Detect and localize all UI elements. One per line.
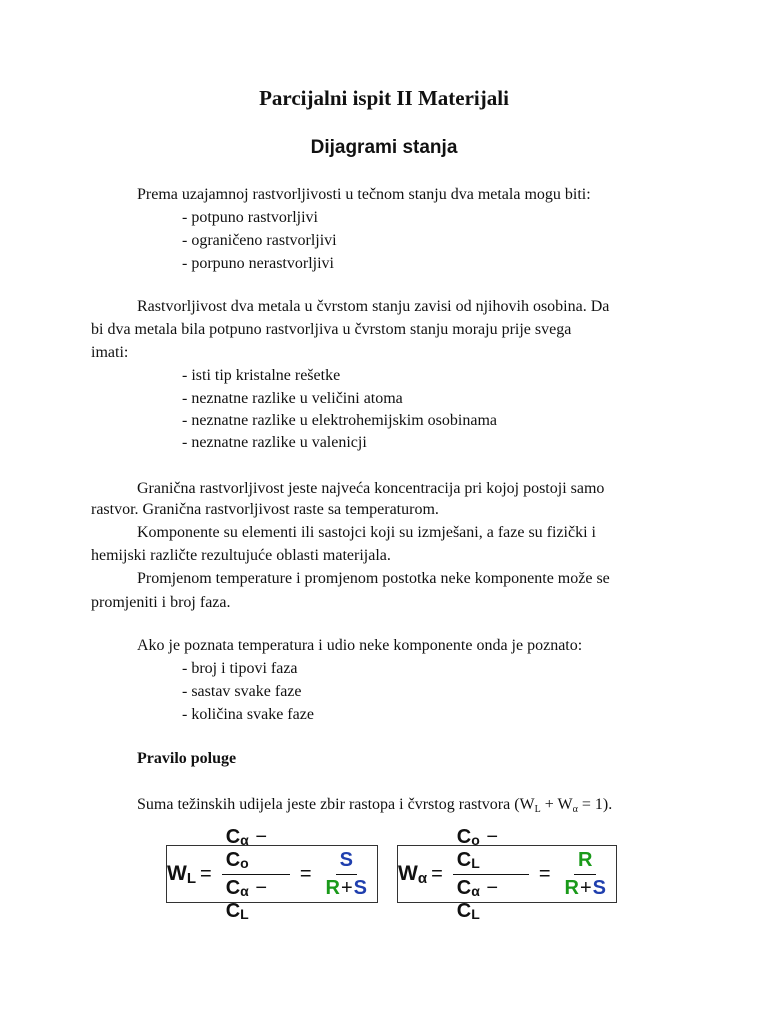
equals-sign: = — [538, 862, 551, 885]
list-item: - sastav svake faze — [182, 683, 302, 700]
paragraph-line: Komponente su elementi ili sastojci koji su izmješani, a faze su fizički i — [137, 524, 596, 541]
page-subtitle: Dijagrami stanja — [310, 137, 458, 158]
subscript-l: L — [534, 804, 541, 815]
paragraph-line: promjeniti i broj faza. — [91, 594, 231, 611]
denominator: $C_\alpha - C_L$ — [456, 876, 499, 922]
denominator: $C_\alpha - C_L$ — [225, 876, 267, 922]
equals-sign: = — [200, 862, 212, 885]
numerator: R — [574, 849, 596, 875]
sentence-start: Suma težinskih udijela jeste zbir rastopa i čvrstog rastvora (W — [137, 796, 535, 813]
formula-box-walpha — [397, 825, 617, 922]
paragraph-line: Granična rastvorljivost jeste najveća koncentracija pri kojoj postoji samo — [137, 480, 605, 497]
list-item: - potpuno rastvorljivi — [182, 209, 318, 226]
list-item: - isti tip kristalne rešetke — [182, 367, 341, 384]
formula-lhs: $W_L$ — [167, 861, 196, 887]
list-item: - neznatne razlike u elektrohemijskim osobinama — [182, 412, 497, 429]
list-item: - količina svake faze — [182, 706, 314, 723]
list-item: - neznatne razlike u valenicji — [182, 434, 367, 451]
paragraph-solubility-liquid: Prema uzajamnoj rastvorljivosti u tečnom stanju dva metala mogu biti: — [137, 186, 591, 203]
numerator: $C_o - C_L$ — [453, 826, 529, 875]
list-item: - broj i tipovi faza — [182, 660, 298, 677]
paragraph-line: Rastvorljivost dva metala u čvrstom stanju zavisi od njihovih osobina. Da — [137, 298, 610, 315]
fraction-concentration — [453, 826, 529, 923]
fraction-concentration — [222, 826, 290, 923]
formula-box-wl — [166, 825, 378, 922]
subscript-alpha: α — [572, 804, 578, 815]
numerator: $C_\alpha - C_o$ — [222, 826, 290, 875]
fraction-segments — [561, 849, 610, 900]
paragraph-line: imati: — [91, 344, 129, 361]
paragraph-line: bi dva metala bila potpuno rastvorljiva u čvrstom stanju moraju prije svega — [91, 321, 572, 338]
equals-sign: = — [431, 862, 443, 885]
sentence-end: = 1). — [577, 796, 613, 813]
section-heading-lever-rule: Pravilo poluge — [137, 750, 237, 767]
list-item: - neznatne razlike u veličini atoma — [182, 390, 403, 407]
paragraph-line: rastvor. Granična rastvorljivost raste sa temperaturom. — [91, 501, 439, 518]
paragraph-known-quantities: Ako je poznata temperatura i udio neke komponente onda je poznato: — [137, 637, 583, 654]
page-title: Parcijalni ispit II Materijali — [259, 86, 509, 110]
denominator: R+S — [325, 876, 367, 899]
paragraph-line: Promjenom temperature i promjenom postotka neke komponente može se — [137, 570, 610, 587]
list-item: - ograničeno rastvorljivi — [182, 232, 337, 249]
list-item: - porpuno nerastvorljivi — [182, 255, 334, 272]
sentence-plus-w: + W — [540, 796, 573, 813]
numerator: S — [336, 849, 357, 875]
equals-sign: = — [299, 862, 312, 885]
denominator: R+S — [564, 876, 606, 899]
paragraph-weight-fractions — [137, 796, 612, 815]
formula-lhs: $W_\alpha$ — [398, 861, 428, 887]
fraction-segments — [322, 849, 371, 900]
paragraph-line: hemijski različte rezultujuće oblasti materijala. — [91, 547, 391, 564]
